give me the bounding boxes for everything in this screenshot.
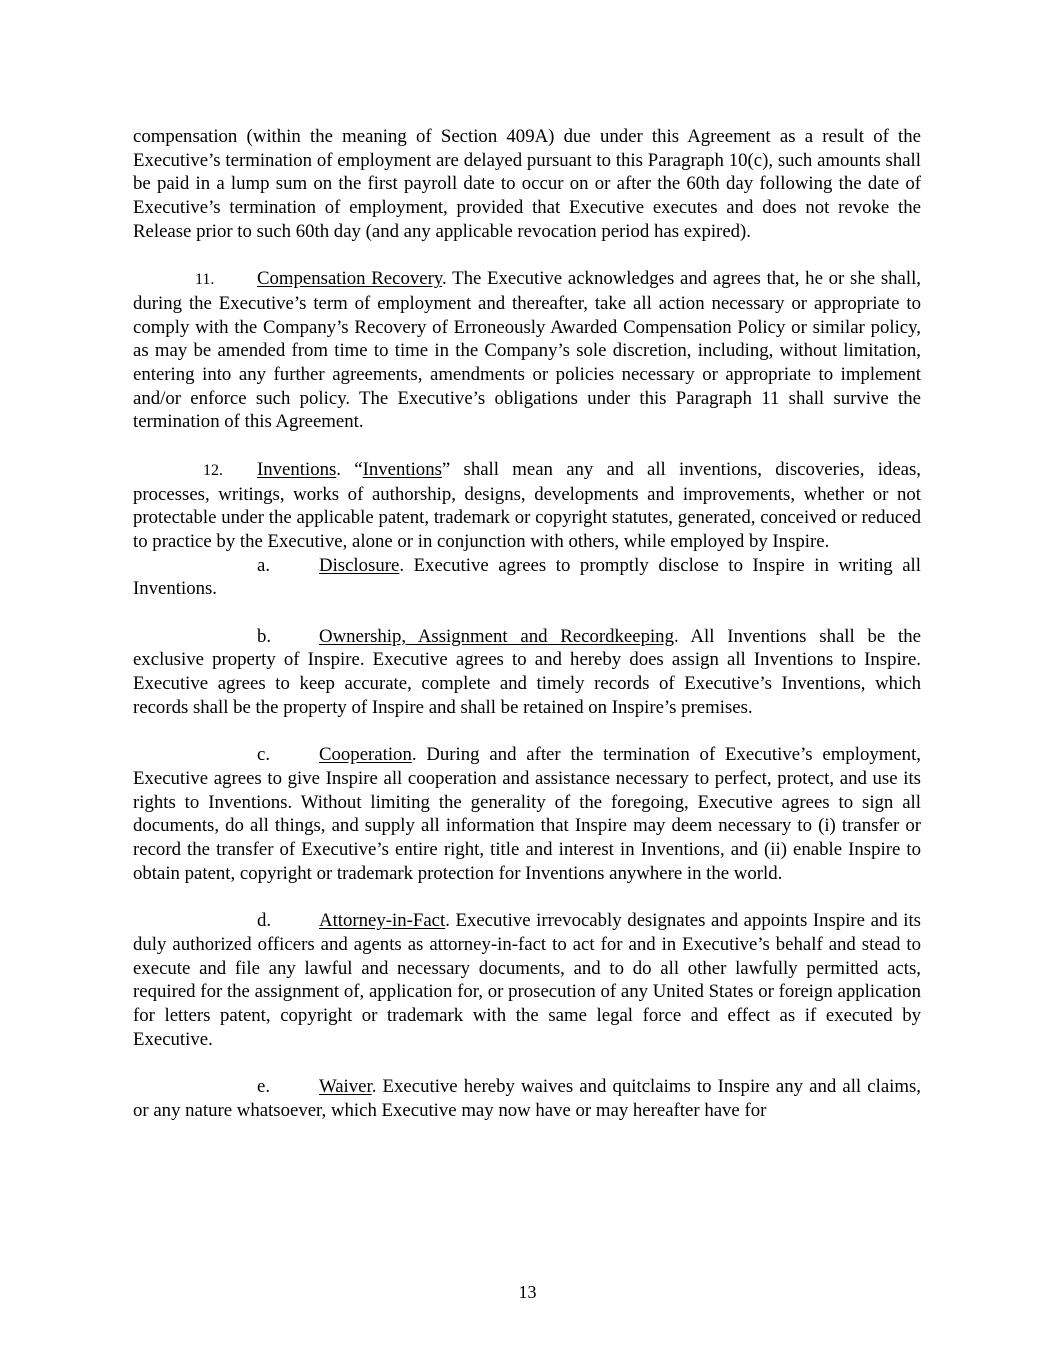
section-11-number: 11. bbox=[195, 271, 215, 289]
section-12e-letter: e. bbox=[257, 1076, 271, 1098]
section-12c-heading: Cooperation bbox=[319, 744, 412, 766]
section-12-text-b: ” shall mean any and all inventions, discoveries, ideas, processes, writings, works of authorship, designs, developments and improvements, whether or not protectable under the applicable patent, trademark or copyright statutes, generated, conceived or reduced to practice by the Executive, alone or in conjunction with others, while employed by Inspire. bbox=[133, 458, 921, 552]
section-12e-heading: Waiver bbox=[319, 1076, 372, 1098]
section-12-number: 12. bbox=[203, 461, 223, 479]
section-11 bbox=[133, 267, 921, 434]
section-12a-heading: Disclosure bbox=[319, 554, 400, 576]
section-12d-letter: d. bbox=[257, 910, 272, 932]
page-number: 13 bbox=[518, 1282, 537, 1302]
paragraph-intro-text: compensation (within the meaning of Section 409A) due under this Agreement as a result of the Executive’s termination of employment are delayed pursuant to this Paragraph 10(c), such amounts shall be paid in a lump sum on the first payroll date to occur on or after the 60th day following the date of Executive’s termination of employment, provided that Executive executes and does not revoke the Release prior to such 60th day (and any applicable revocation period has expired). bbox=[133, 126, 921, 242]
section-11-heading: Compensation Recovery bbox=[257, 268, 442, 290]
section-12e-text: . Executive hereby waives and quitclaims to Inspire any and all claims, or any nature whatsoever, which Executive may now have or may hereafter have for bbox=[133, 1076, 921, 1121]
paragraph-intro bbox=[133, 125, 921, 244]
section-12d-text: . Executive irrevocably designates and appoints Inspire and its duly authorized officers and agents as attorney-in-fact to act for and in Executive’s behalf and stead to execute and file any lawful and necessary documents, and to do all other lawfully permitted acts, required for the assignment of, application for, or prosecution of any United States or foreign application for letters patent, copyright or trademark with the same legal force and effect as if executed by Executive. bbox=[133, 910, 921, 1050]
section-12c-letter: c. bbox=[257, 744, 271, 766]
section-12a-text: . Executive agrees to promptly disclose to Inspire in writing all Inventions. bbox=[133, 554, 921, 600]
section-12b-text: . All Inventions shall be the exclusive property of Inspire. Executive agrees to and hereby does assign all Inventions to Inspire. Executive agrees to keep accurate, complete and timely records of Executive’s Inventions, which records shall be the property of Inspire and shall be retained on Inspire’s premises. bbox=[133, 625, 921, 718]
section-12-heading: Inventions bbox=[257, 458, 337, 480]
section-12 bbox=[133, 458, 921, 554]
section-12c bbox=[133, 743, 921, 885]
section-12-text-a: . “ bbox=[336, 458, 363, 480]
section-12e bbox=[133, 1075, 921, 1122]
section-12d-heading: Attorney-in-Fact bbox=[319, 910, 446, 932]
section-12b bbox=[133, 625, 921, 720]
document-body bbox=[133, 125, 921, 1122]
section-12d bbox=[133, 909, 921, 1051]
section-12b-letter: b. bbox=[257, 625, 272, 647]
section-12a-letter: a. bbox=[257, 554, 271, 576]
section-12-defined-term: Inventions bbox=[362, 458, 442, 480]
section-12c-text: . During and after the termination of Executive’s employment, Executive agrees to give Inspire all cooperation and assistance necessary to perfect, protect, and use its rights to Inventions. Without limiting the generality of the foregoing, Executive agrees to sign all documents, do all things, and supply all information that Inspire may deem necessary to (i) transfer or record the transfer of Executive’s entire right, title and interest in Inventions, and (ii) enable Inspire to obtain patent, copyright or trademark protection for Inventions anywhere in the world. bbox=[133, 744, 921, 884]
section-11-text: . The Executive acknowledges and agrees that, he or she shall, during the Executive’s term of employment and thereafter, take all action necessary or appropriate to comply with the Company’s Recovery of Erroneously Awarded Compensation Policy or similar policy, as may be amended from time to time in the Company’s sole discretion, including, without limitation, entering into any further agreements, amendments or policies necessary or appropriate to implement and/or enforce such policy. The Executive’s obligations under this Paragraph 11 shall survive the termination of this Agreement. bbox=[133, 268, 921, 433]
section-12b-heading: Ownership, Assignment and Recordkeeping bbox=[319, 625, 674, 647]
section-12a bbox=[133, 554, 921, 601]
